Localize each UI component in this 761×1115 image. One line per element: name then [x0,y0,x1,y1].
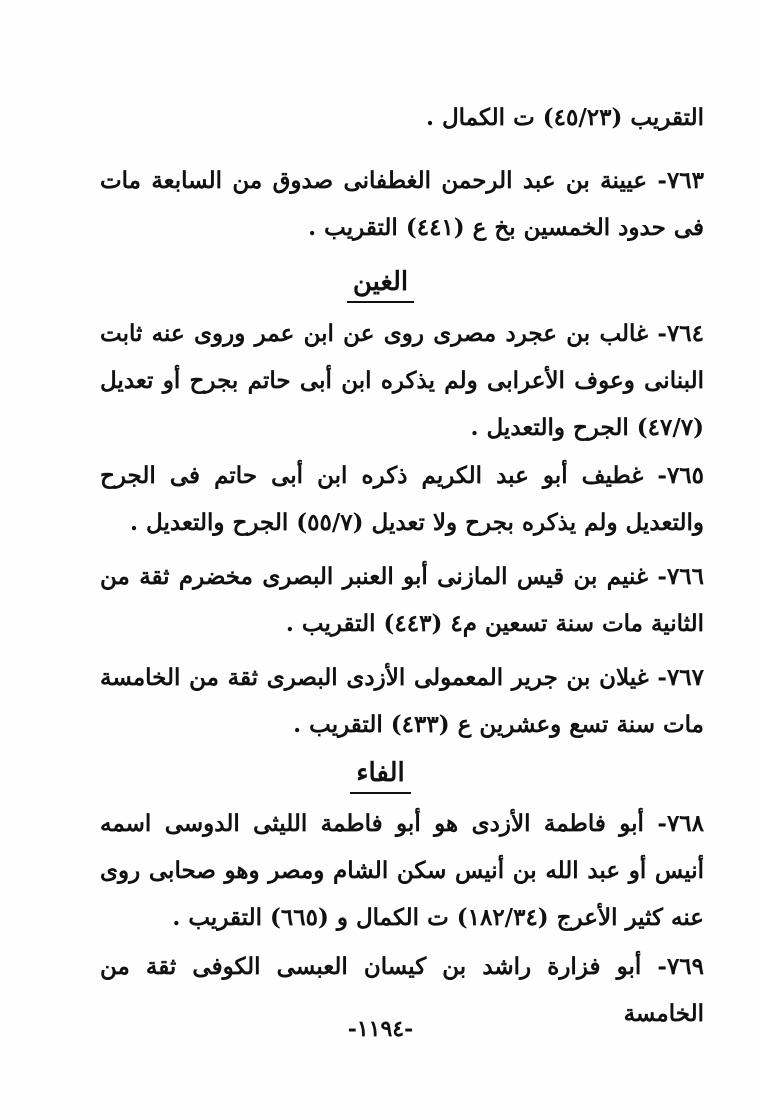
entry-764: ٧٦٤- غالب بن عجرد مصرى روى عن ابن عمر وروى عنه ثابت البنانى وعوف الأعرابى ولم يذكره ابن أبى حاتم بجرح أو تعديل (٤٧/٧) الجرح والتعديل . [100,320,704,441]
entry-763: ٧٦٣- عيينة بن عبد الرحمن الغطفانى صدوق من السابعة مات فى حدود الخمسين بخ ع (٤٤١) التقريب . [100,167,704,241]
entry-767: ٧٦٧- غيلان بن جرير المعمولى الأزدى البصرى ثقة من الخامسة مات سنة تسع وعشرين ع (٤٣٣) التقريب . [100,664,704,738]
entry-766: ٧٦٦- غنيم بن قيس المازنى أبو العنبر البصرى مخضرم ثقة من الثانية مات سنة تسعين م٤ (٤٤٣) التقريب . [100,563,704,637]
section-heading-ghain-label: الغين [347,265,414,303]
page-number: -١١٩٤- [347,1016,414,1042]
entry-continuation: التقريب (٤٥/٢٣) ت الكمال . [425,104,704,131]
section-heading-ghain [0,265,761,303]
section-heading-fa-label: الفاء [350,756,410,794]
entry-765: ٧٦٥- غطيف أبو عبد الكريم ذكره ابن أبى حاتم فى الجرح والتعديل ولم يذكره بجرح ولا تعديل (٥٥/٧) الجرح والتعديل . [100,462,704,536]
entry-769: ٧٦٩- أبو فزارة راشد بن كيسان العبسى الكوفى ثقة من الخامسة [100,953,704,1027]
section-heading-fa [0,756,761,794]
entry-768: ٧٦٨- أبو فاطمة الأزدى هو أبو فاطمة الليثى الدوسى اسمه أنيس أو عبد الله بن أنيس سكن الشام ومصر وهو صحابى روى عنه كثير الأعرج (١٨٢/٣٤) ت الكمال و (٦٦٥) التقريب . [100,810,704,931]
